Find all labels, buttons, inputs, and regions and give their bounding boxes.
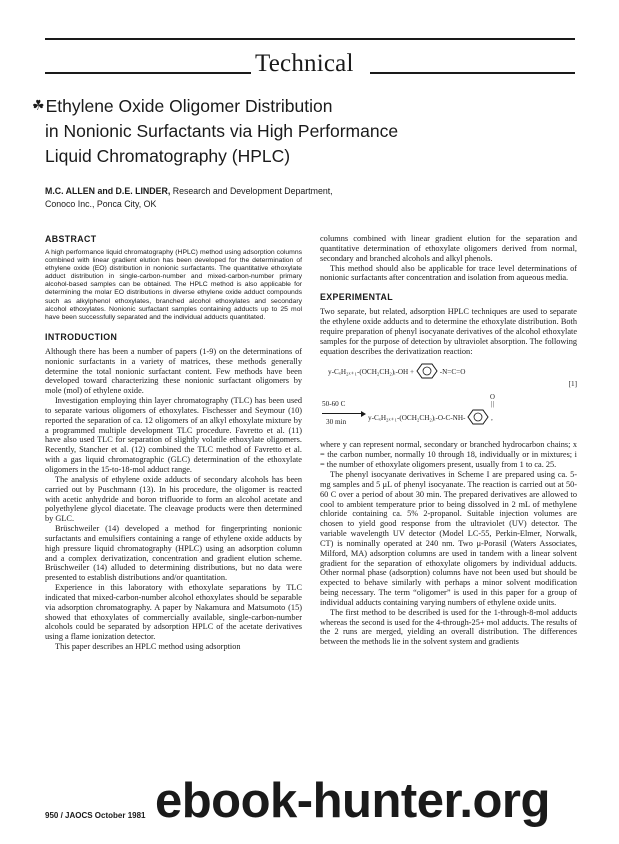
derivatization-equation xyxy=(320,356,577,440)
title-line-1: ☘Ethylene Oxide Oligomer Distribution xyxy=(32,96,333,116)
continuation-paragraph: columns combined with linear gradient elution for the separation and quantitative determination of ethoxylate oligomers derived from normal, secondary and branched alcohols and alkyl phenols. xyxy=(320,234,577,263)
experimental-paragraph: Two separate, but related, adsorption HPLC techniques are used to separate the ethylene oxide adducts and to determine the ethoxylate distribution. Both require preparation of phenyl isocyanate derivatives of the alcohol ethoxylate samples for the purpose of detection by ultraviolet absorption. The following equation describes the derivatization reaction: xyxy=(320,307,577,356)
reaction-time: 30 min xyxy=(326,418,347,427)
authors-block xyxy=(45,185,565,210)
affiliation-company: Conoco Inc., Ponca City, OK xyxy=(45,198,157,209)
title-line-3: Liquid Chromatography (HPLC) xyxy=(45,146,291,166)
product-formula: y-CₓH₂ₓ₊₁-(OCH₂CH₂)ᵢ-O-C-NH- xyxy=(368,414,466,423)
intro-paragraph: The analysis of ethylene oxide adducts of secondary alcohols has been carried out by Puschmann (13). In his procedure, the oligomer is reacted with acetic anhydride and boron trifluoride to form an alcohol acetate and polyethylene glycol diacetate. The cleavage products were then determined by GLC. xyxy=(45,474,302,524)
reactant-formula: y-CₓH₂ₓ₊₁-(OCH₂CH₂)ᵢ-OH + xyxy=(328,368,416,377)
abstract-heading: ABSTRACT xyxy=(45,234,97,244)
affiliation-department: Research and Development Department, xyxy=(170,186,333,196)
abstract-text: A high performance liquid chromatography (HPLC) method using adsorption columns combined with linear gradient elution has been developed for the determination of ethylene oxide (EO) distribution in nonionic surfactants. The quantitative ethoxylate adduct distribution in single-carbon-number and mixed-carbon-number primary alcohol-based samples can be obtained. The HPLC method is also applicable for determining the molar EO distributions in diverse ethylene oxide adduct compounds such as alkylphenol ethoxylates, branched alcohol ethoxylates and secondary alcohol ethoxylates. Nonionic surfactant samples containing adducts up to 25 mol have been successfully separated and the individual adducts quantitated. xyxy=(45,249,302,321)
product-terminator: , xyxy=(491,414,493,423)
article-title xyxy=(32,93,552,169)
carbonyl-oxygen: O || xyxy=(490,394,495,409)
reaction-arrow xyxy=(322,413,364,414)
section-rule-right xyxy=(370,72,575,74)
title-line-2: in Nonionic Surfactants via High Performance xyxy=(45,121,399,141)
top-rule xyxy=(45,38,575,40)
equation-reactants xyxy=(328,363,465,379)
equation-number: [1] xyxy=(568,380,577,389)
benzene-ring-icon xyxy=(416,363,438,379)
reagent-group: -N=C=O xyxy=(439,368,466,377)
experimental-paragraph: The first method to be described is used for the 1-through-8-mol adducts whereas the second is used for the 4-through-25+ mol adducts. The results of the 2 runs are merged, yielding an overall distribution. The differences between the methods lie in the solvent system and gradients xyxy=(320,607,577,647)
equation-product xyxy=(368,409,493,425)
experimental-paragraph: where y can represent normal, secondary or branched hydrocarbon chains; x = the carbon number, normally 10 through 18, individually or in mixtures; i = the number of ethoxylate oligomers present, usually from 1 to ca. 25. xyxy=(320,440,577,470)
continuation-paragraph: This method should also be applicable for trace level determinations of nonionic surfactants after concentration and isolation from aqueous media. xyxy=(320,263,577,283)
section-rule-left xyxy=(45,72,251,74)
experimental-heading: EXPERIMENTAL xyxy=(320,292,394,303)
intro-paragraph: Investigation employing thin layer chromatography (TLC) has been used to separate various oligomers of ethoxylates. Fischesser and Seymour (10) reported the separation of ca. 12 oligomers of an alkyl ethoxylate mixture by a programmed multiple development TLC procedure. Favretto et al. (11) have also used TLC for separation of slightly volatile ethoxylate oligomers. Recently, Stancher et al. (12) combined the TLC method of Favretto et al. with a gas liquid chromatographic (GLC) determination of the ethoxylate oligomers in the 15-to-18-mol adduct range. xyxy=(45,396,302,474)
section-name: Technical xyxy=(255,50,354,77)
authors-line xyxy=(45,185,565,198)
award-icon: ☘ xyxy=(32,97,45,113)
experimental-paragraph: The phenyl isocyanate derivatives in Scheme I are prepared using ca. 5-mg samples and 5 μL of phenyl isocyanate. The reaction is carried out at 50-60 C over a period of about 30 min. The prepared derivatives are allowed to cool to ambient temperature prior to being dissolved in 2 mL of methylene chloride containing ca. 5% 2-propanol. Suitable injection volumes are chosen to yield good response from the ultraviolet (UV) detector. The variable wavelength UV detector (Model LC-55, Perkin-Elmer, Norwalk, CT) is nominally operated at 240 nm. Two μ-Porasil (Waters Associates, Milford, MA) adsorption columns are used in tandem with a linear solvent gradient for the separation of ethoxylate oligomers by individual adducts. Other normal phase (adsorption) columns have not been used but should be expected to behave similarly with perhaps a minor solvent modification being necessary. The term “oligomer” is used in this paper for a group of individual adducts containing varying numbers of ethylene oxide units. xyxy=(320,469,577,607)
watermark: ebook-hunter.org xyxy=(155,774,550,828)
page-footer: 950 / JAOCS October 1981 xyxy=(45,811,146,820)
author-names: M.C. ALLEN and D.E. LINDER, xyxy=(45,186,171,196)
intro-paragraph: This paper describes an HPLC method using adsorption xyxy=(55,642,241,652)
introduction-heading: INTRODUCTION xyxy=(45,331,118,342)
intro-paragraph: Although there has been a number of papers (1-9) on the determinations of nonionic surfactants in a variety of matrices, these methods generally determine the total nonionic surfactant content. Few methods have been developed toward characterizing these nonionic surfactant oligomers by mole (mol) of ethylene oxide. xyxy=(45,346,302,396)
intro-paragraph: Experience in this laboratory with ethoxylate separations by TLC indicated that mixed-carbon-number alcohol ethoxylates should be separable via adsorption chromatography. A paper by Nakamura and Matsumoto (15) showed that ethoxylates of commercially available, single-carbon-number alcohols could be separated by adsorption HPLC of the acetate derivatives using a flame ionization detector. xyxy=(45,583,302,642)
right-column xyxy=(320,234,577,647)
intro-paragraph: Brüschweiler (14) developed a method for fingerprinting nonionic surfactants and emulsifiers containing a range of ethylene oxide adducts by high pressure liquid chromatography (HPLC) using an adsorption column and a complex derivatization, concentration and gradient elution scheme. Brüschweiler (14) alluded to determining distributions, but no data were presented to establish distributions and/or quantitation. xyxy=(45,524,302,583)
left-column xyxy=(45,234,302,652)
benzene-ring-icon xyxy=(467,409,489,425)
reaction-temperature: 50-60 C xyxy=(322,400,346,409)
